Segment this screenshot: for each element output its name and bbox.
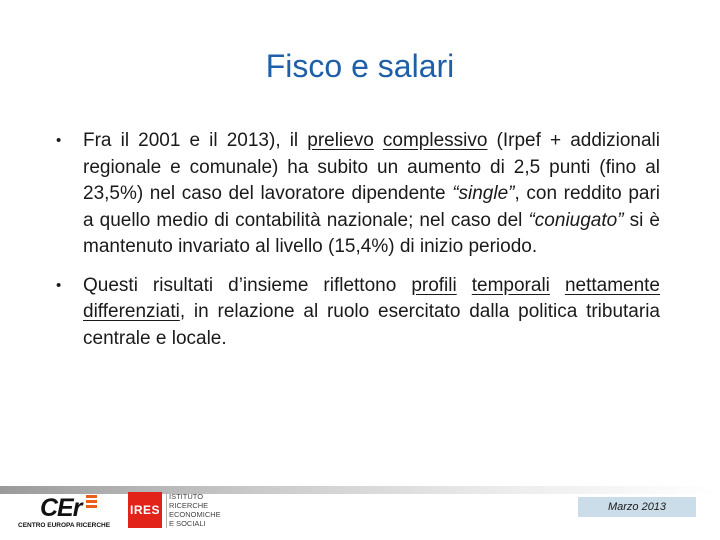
cer-logo-bars	[86, 495, 97, 509]
bullet-marker: •	[56, 132, 62, 149]
bullet-2-text-1: Questi risultati d’insieme riflettono	[83, 274, 412, 296]
bullet-1-text-2	[374, 130, 383, 151]
ires-logo-text: ISTITUTO RICERCHE ECONOMICHE E SOCIALI	[166, 492, 235, 528]
bullet-2-text-3	[550, 275, 565, 296]
cer-logo	[14, 492, 114, 534]
slide-title: Fisco e salari	[265, 48, 455, 84]
cer-logo-caption: CENTRO EUROPA RICERCHE	[18, 522, 111, 529]
cer-logo-mark: CEr	[40, 494, 82, 522]
underlined-complessivo: complessivo	[382, 130, 488, 151]
underlined-profili: profili	[411, 274, 457, 296]
bullet-1-text-4: , con reddito pari a quello medio di contabilità nazionale; nel caso del	[83, 183, 660, 231]
underlined-prelievo: prelievo	[307, 130, 374, 151]
underlined-temporali: temporali	[471, 274, 550, 296]
bullet-1-text-5: si è mantenuto invariato al livello (15,4%) di inizio periodo.	[83, 209, 660, 257]
bullet-2-text-5: , in relazione al ruolo esercitato dalla politica tributaria centrale e locale.	[83, 301, 660, 349]
bullet-item-1	[56, 128, 660, 261]
italic-single: “single”	[452, 183, 515, 204]
bullet-item-2	[56, 273, 660, 353]
ires-logo	[128, 492, 232, 532]
bullet-1-text-3: (Irpef + addizionali regionale e comunale) ha subito un aumento di 2,5 punti (fino al 23,5%) nel caso del lavoratore dipendente	[83, 130, 660, 204]
bullet-list	[56, 128, 660, 352]
bullet-1-text-1: Fra il 2001 e il 2013), il	[83, 130, 308, 151]
bullet-2-text-2	[457, 275, 472, 296]
date-label: Marzo 2013	[578, 497, 696, 517]
italic-coniugato: “coniugato”	[528, 209, 624, 231]
underlined-differenziati: differenziati	[83, 301, 180, 322]
underlined-nettamente: nettamente	[564, 274, 661, 296]
bullet-marker: •	[56, 276, 62, 294]
ires-logo-mark: IRES	[128, 492, 162, 528]
